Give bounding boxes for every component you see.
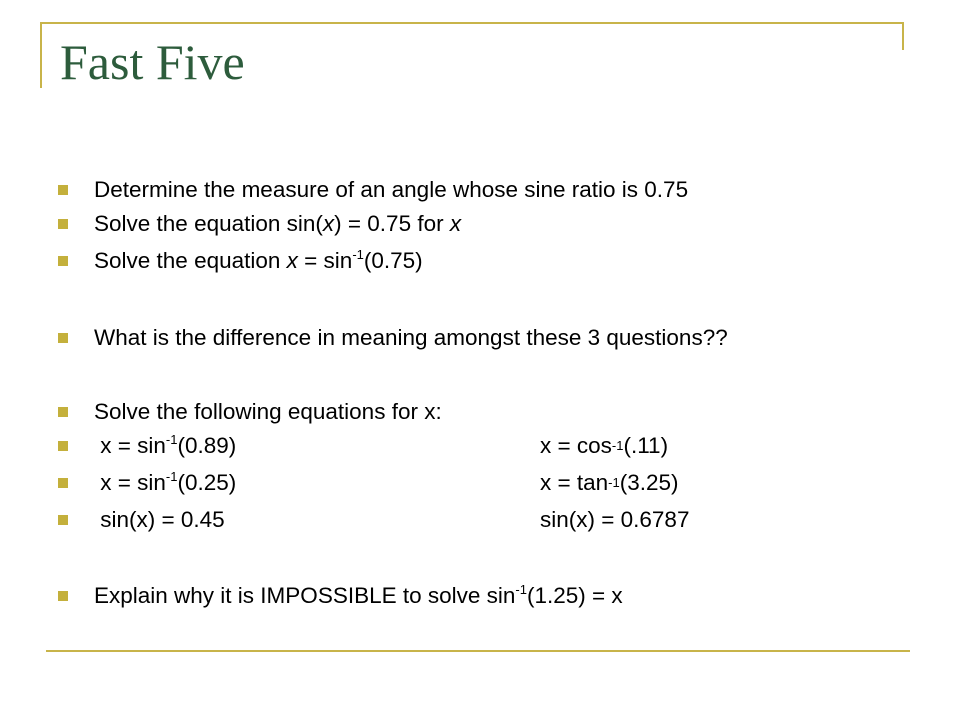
square-bullet-icon (58, 441, 68, 451)
equation-right: sin(x) = 0.6787 (540, 507, 690, 532)
square-bullet-icon (58, 333, 68, 343)
square-bullet-icon (58, 185, 68, 195)
frame-left-rule (40, 22, 42, 88)
bullet-text: Explain why it is IMPOSSIBLE to solve $\sin^{-1}(1.25) = x$ (94, 582, 623, 608)
square-bullet-icon (58, 591, 68, 601)
equation-left: $x = \sin^{-1}(0.25)$ (94, 469, 237, 495)
bullet-text: Solve the following equations for x: (94, 399, 442, 424)
frame-bottom-rule (46, 650, 910, 652)
square-bullet-icon (58, 515, 68, 525)
bullet-item-5 (58, 395, 442, 429)
equation-right: x = tan -1 (3.25) (540, 470, 679, 495)
equation-left: $x = \sin^{-1}(0.89)$ (94, 432, 237, 458)
equation-row-1 (58, 429, 960, 463)
square-bullet-icon (58, 219, 68, 229)
bullet-item-4 (58, 321, 728, 355)
equation-left: sin(x) = 0.45 (94, 507, 225, 532)
square-bullet-icon (58, 478, 68, 488)
slide-title: Fast Five (60, 34, 245, 90)
bullet-item-2 (58, 207, 461, 241)
frame-top-rule (40, 22, 904, 24)
frame-right-rule (902, 22, 904, 50)
bullet-text: What is the difference in meaning amongst these 3 questions?? (94, 325, 728, 350)
bullet-text: Solve the equation sin(x) = 0.75 for x (94, 211, 462, 236)
equation-right: x = cos -1 (.11) (540, 433, 669, 458)
square-bullet-icon (58, 407, 68, 417)
square-bullet-icon (58, 256, 68, 266)
equation-row-2 (58, 466, 960, 500)
bullet-item-3 (58, 244, 423, 278)
bullet-item-1 (58, 173, 688, 207)
equation-row-3 (58, 503, 960, 537)
bullet-text: Determine the measure of an angle whose sine ratio is 0.75 (94, 177, 689, 202)
bullet-text: Solve the equation $x = \sin^{-1}(0.75)$ (94, 247, 423, 273)
bullet-item-6 (58, 579, 623, 613)
